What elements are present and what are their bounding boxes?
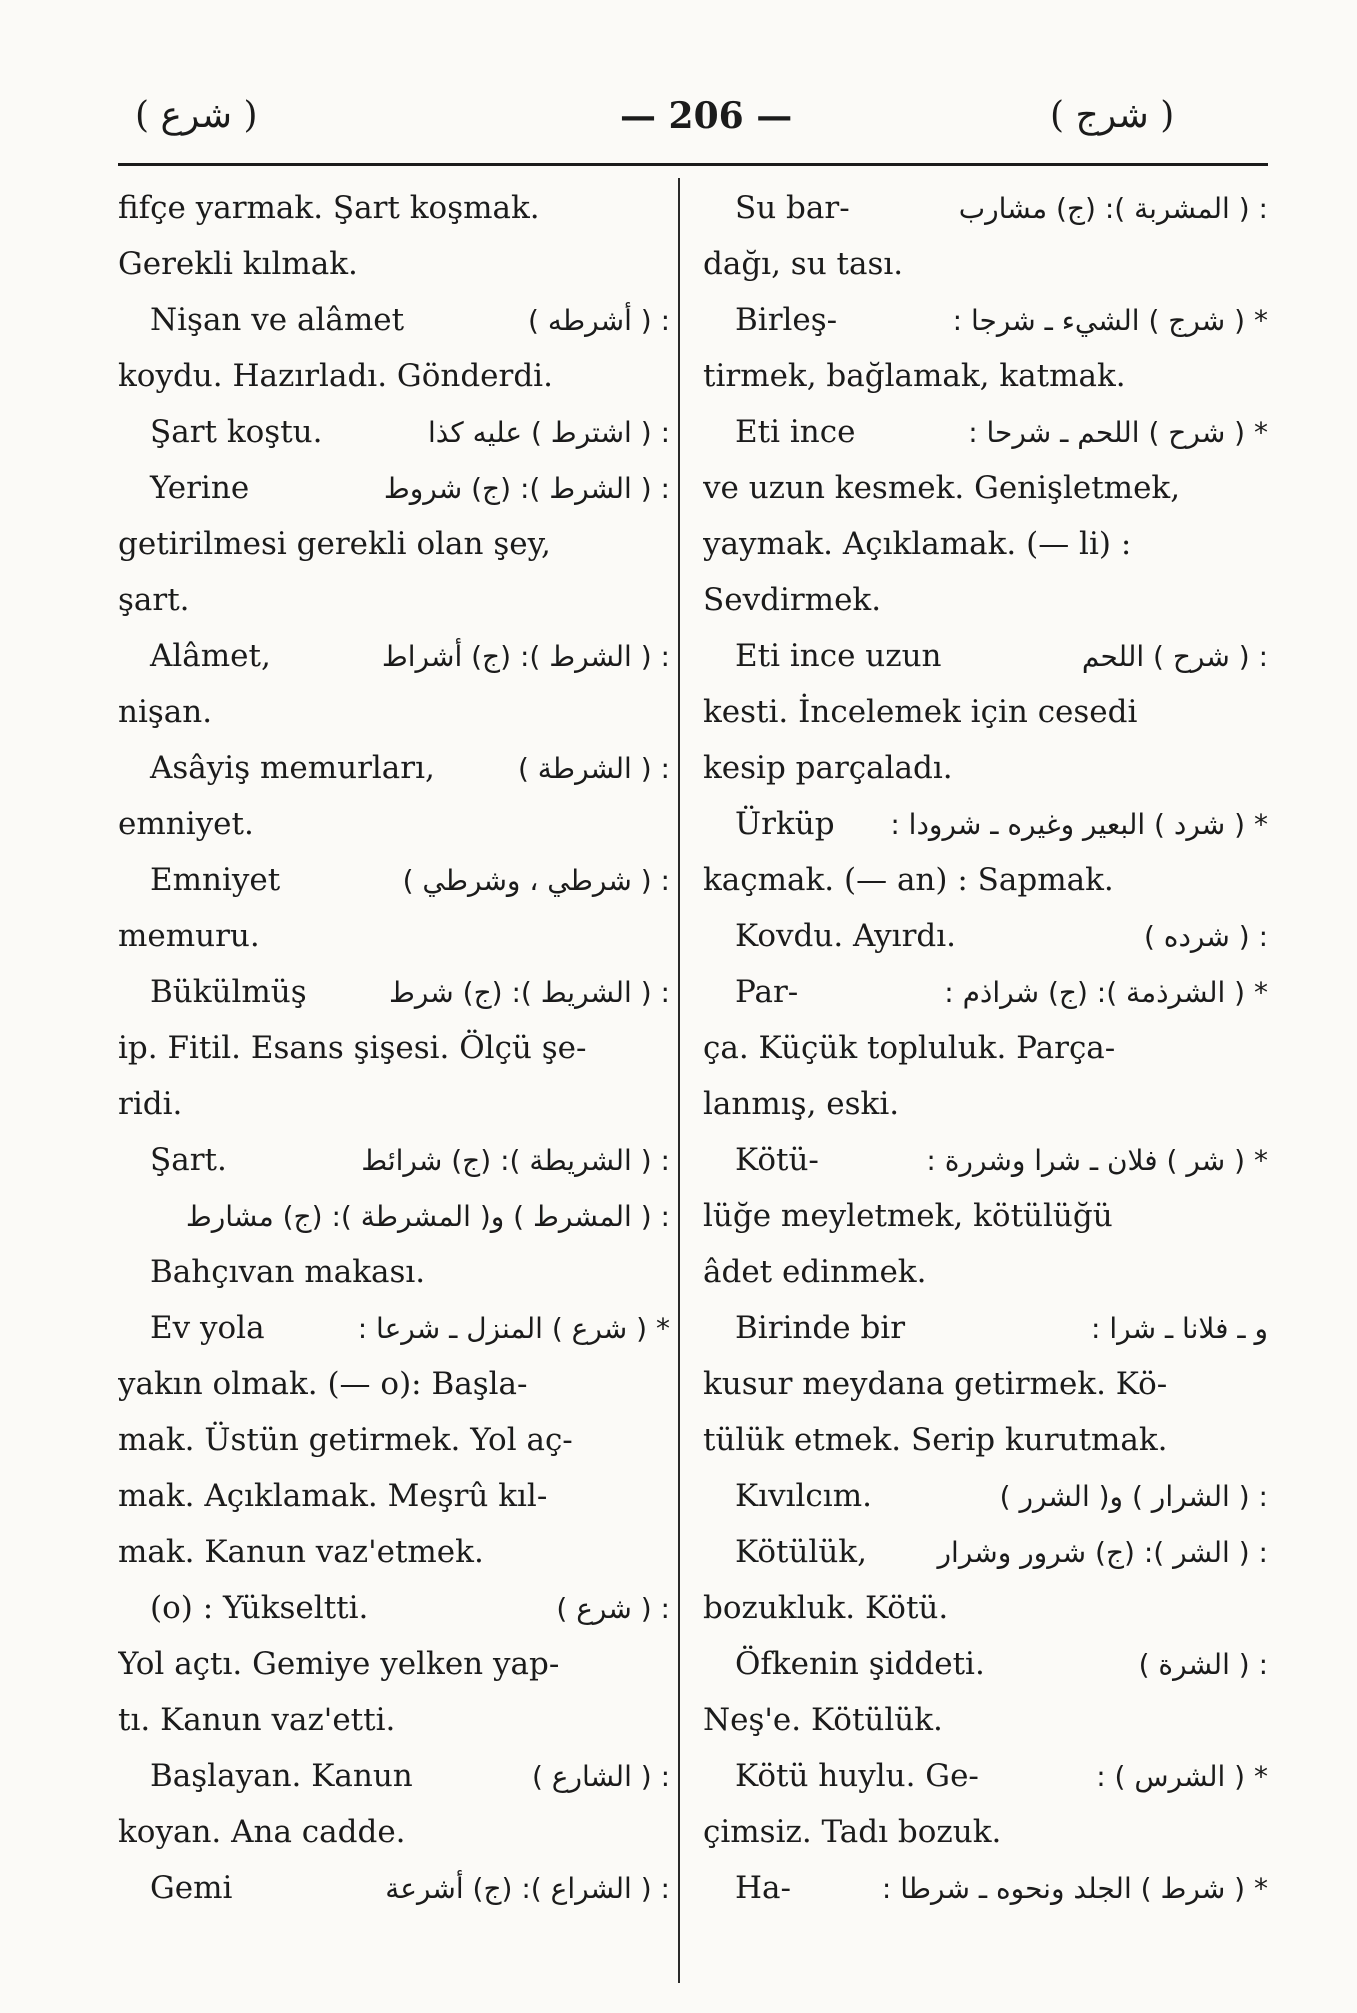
dictionary-line bbox=[703, 1636, 1268, 1692]
turkish-text: fifçe yarmak. Şart koşmak. bbox=[118, 190, 540, 226]
arabic-headword: : ( الشرار ) و( الشرر ) bbox=[999, 1480, 1268, 1513]
turkish-text: ridi. bbox=[118, 1086, 183, 1122]
dictionary-line bbox=[118, 1132, 670, 1188]
turkish-text: tı. Kanun vaz'etti. bbox=[118, 1702, 396, 1738]
turkish-text: âdet edinmek. bbox=[703, 1254, 927, 1290]
arabic-headword: : ( اشترط ) عليه كذا bbox=[427, 416, 670, 449]
dictionary-line bbox=[118, 292, 670, 348]
turkish-text: lüğe meyletmek, kötülüğü bbox=[703, 1198, 1113, 1234]
turkish-text: kusur meydana getirmek. Kö- bbox=[703, 1366, 1168, 1402]
dictionary-line bbox=[118, 964, 670, 1020]
dictionary-line bbox=[118, 1580, 670, 1636]
turkish-text: Par- bbox=[735, 974, 799, 1010]
turkish-text: Ürküp bbox=[735, 806, 835, 842]
dictionary-line bbox=[118, 1300, 670, 1356]
turkish-text: Başlayan. Kanun bbox=[150, 1758, 413, 1794]
turkish-text: memuru. bbox=[118, 918, 260, 954]
turkish-text: bozukluk. Kötü. bbox=[703, 1590, 949, 1626]
dictionary-line bbox=[703, 1188, 1268, 1244]
turkish-text: dağı, su tası. bbox=[703, 246, 904, 282]
turkish-text: çimsiz. Tadı bozuk. bbox=[703, 1814, 1002, 1850]
turkish-text: tirmek, bağlamak, katmak. bbox=[703, 358, 1126, 394]
dictionary-line bbox=[703, 236, 1268, 292]
dictionary-line bbox=[703, 348, 1268, 404]
turkish-text: Kıvılcım. bbox=[735, 1478, 872, 1514]
dictionary-line bbox=[118, 1804, 670, 1860]
dictionary-line bbox=[703, 516, 1268, 572]
dictionary-line bbox=[118, 1076, 670, 1132]
dictionary-line bbox=[703, 1860, 1268, 1916]
turkish-text: Alâmet, bbox=[150, 638, 271, 674]
arabic-headword: : ( شرح ) اللحم bbox=[1081, 640, 1268, 673]
turkish-text: Eti ince uzun bbox=[735, 638, 942, 674]
turkish-text: Gerekli kılmak. bbox=[118, 246, 358, 282]
turkish-text: Bahçıvan makası. bbox=[150, 1254, 426, 1290]
arabic-headword: * ( شرد ) البعير وغيره ـ شرودا : bbox=[890, 808, 1268, 841]
arabic-headword: : ( الشر ): (ج) شرور وشرار bbox=[937, 1536, 1268, 1569]
arabic-headword: : ( الشراع ): (ج) أشرعة bbox=[385, 1872, 670, 1905]
turkish-text: kesip parçaladı. bbox=[703, 750, 953, 786]
turkish-text: getirilmesi gerekli olan şey, bbox=[118, 526, 551, 562]
turkish-text: koydu. Hazırladı. Gönderdi. bbox=[118, 358, 553, 394]
turkish-text: Öfkenin şiddeti. bbox=[735, 1646, 985, 1682]
turkish-text: yakın olmak. (— o): Başla- bbox=[118, 1366, 528, 1402]
turkish-text: mak. Açıklamak. Meşrû kıl- bbox=[118, 1478, 548, 1514]
turkish-text: Neş'e. Kötülük. bbox=[703, 1702, 943, 1738]
turkish-text: koyan. Ana cadde. bbox=[118, 1814, 406, 1850]
arabic-headword: : ( الشريطة ): (ج) شرائط bbox=[361, 1144, 670, 1177]
dictionary-line bbox=[703, 1524, 1268, 1580]
dictionary-line bbox=[703, 1468, 1268, 1524]
arabic-headword: * ( شر ) فلان ـ شرا وشررة : bbox=[926, 1144, 1268, 1177]
header-right-root: ( شرج ) bbox=[1050, 95, 1175, 136]
turkish-text: emniyet. bbox=[118, 806, 254, 842]
arabic-headword: * ( شرج ) الشيء ـ شرجا : bbox=[952, 304, 1268, 337]
dictionary-line bbox=[118, 628, 670, 684]
dictionary-line bbox=[118, 908, 670, 964]
dictionary-line bbox=[703, 1300, 1268, 1356]
turkish-text: ça. Küçük topluluk. Parça- bbox=[703, 1030, 1116, 1066]
dictionary-line bbox=[703, 1748, 1268, 1804]
dictionary-line bbox=[703, 292, 1268, 348]
dictionary-line bbox=[118, 1356, 670, 1412]
dictionary-line bbox=[703, 1412, 1268, 1468]
dictionary-line bbox=[118, 1244, 670, 1300]
arabic-headword: : ( الشرط ): (ج) أشراط bbox=[381, 640, 670, 673]
turkish-text: kesti. İncelemek için cesedi bbox=[703, 694, 1138, 730]
dictionary-line bbox=[703, 1244, 1268, 1300]
turkish-text: yaymak. Açıklamak. (— li) : bbox=[703, 526, 1132, 562]
turkish-text: mak. Üstün getirmek. Yol aç- bbox=[118, 1422, 573, 1458]
turkish-text: Sevdirmek. bbox=[703, 582, 882, 618]
arabic-headword: : ( الشارع ) bbox=[531, 1760, 670, 1793]
turkish-text: Şart koştu. bbox=[150, 414, 323, 450]
arabic-headword: * ( شرط ) الجلد ونحوه ـ شرطا : bbox=[881, 1872, 1268, 1905]
turkish-text: Yerine bbox=[150, 470, 250, 506]
dictionary-line bbox=[703, 1692, 1268, 1748]
dictionary-line bbox=[703, 180, 1268, 236]
header-rule bbox=[118, 163, 1268, 166]
column-divider bbox=[678, 178, 680, 1983]
dictionary-line bbox=[703, 908, 1268, 964]
dictionary-line bbox=[118, 684, 670, 740]
turkish-text: Ha- bbox=[735, 1870, 791, 1906]
turkish-text: nişan. bbox=[118, 694, 213, 730]
dictionary-line bbox=[118, 1636, 670, 1692]
turkish-text: Eti ince bbox=[735, 414, 856, 450]
arabic-headword: : ( الشرطة ) bbox=[517, 752, 670, 785]
dictionary-line bbox=[703, 796, 1268, 852]
arabic-headword: : ( المشربة ): (ج) مشارب bbox=[958, 192, 1268, 225]
right-column bbox=[703, 180, 1268, 1916]
page-header bbox=[0, 95, 1357, 155]
arabic-headword: * ( شرح ) اللحم ـ شرحا : bbox=[968, 416, 1268, 449]
arabic-headword: : ( شرده ) bbox=[1143, 920, 1268, 953]
arabic-headword: : ( شرع ) bbox=[556, 1592, 670, 1625]
turkish-text: Nişan ve alâmet bbox=[150, 302, 405, 338]
dictionary-line bbox=[703, 1132, 1268, 1188]
dictionary-line bbox=[118, 1748, 670, 1804]
arabic-headword: * ( الشرس ) : bbox=[1096, 1760, 1268, 1793]
dictionary-line bbox=[118, 1692, 670, 1748]
dictionary-line bbox=[118, 852, 670, 908]
dictionary-line bbox=[703, 404, 1268, 460]
turkish-text: kaçmak. (— an) : Sapmak. bbox=[703, 862, 1114, 898]
dictionary-line bbox=[118, 1188, 670, 1244]
dictionary-line bbox=[118, 460, 670, 516]
turkish-text: tülük etmek. Serip kurutmak. bbox=[703, 1422, 1168, 1458]
dictionary-line bbox=[118, 740, 670, 796]
dictionary-line bbox=[703, 1580, 1268, 1636]
dictionary-line bbox=[118, 572, 670, 628]
turkish-text: Birleş- bbox=[735, 302, 838, 338]
arabic-headword: : ( الشريط ): (ج) شرط bbox=[388, 976, 670, 1009]
turkish-text: ip. Fitil. Esans şişesi. Ölçü şe- bbox=[118, 1030, 587, 1066]
dictionary-line bbox=[703, 628, 1268, 684]
page-number: — 206 — bbox=[620, 95, 793, 137]
dictionary-line bbox=[118, 180, 670, 236]
dictionary-line bbox=[118, 1468, 670, 1524]
dictionary-line bbox=[118, 1020, 670, 1076]
arabic-headword: : ( شرطي ، وشرطي ) bbox=[402, 864, 670, 897]
arabic-headword: * ( الشرذمة ): (ج) شراذم : bbox=[944, 976, 1268, 1009]
header-left-root: ( شرع ) bbox=[135, 95, 258, 136]
arabic-headword: : ( الشرط ): (ج) شروط bbox=[383, 472, 670, 505]
turkish-text: Bükülmüş bbox=[150, 974, 307, 1010]
dictionary-line bbox=[703, 460, 1268, 516]
arabic-headword: : ( أشرطه ) bbox=[528, 304, 670, 337]
turkish-text: Gemi bbox=[150, 1870, 233, 1906]
turkish-text: Kötü- bbox=[735, 1142, 819, 1178]
turkish-text: Ev yola bbox=[150, 1310, 265, 1346]
turkish-text: Su bar- bbox=[735, 190, 850, 226]
dictionary-line bbox=[118, 1860, 670, 1916]
turkish-text: ve uzun kesmek. Genişletmek, bbox=[703, 470, 1181, 506]
dictionary-line bbox=[703, 852, 1268, 908]
dictionary-line bbox=[703, 684, 1268, 740]
turkish-text: Emniyet bbox=[150, 862, 281, 898]
dictionary-line bbox=[703, 1076, 1268, 1132]
turkish-text: Kötülük, bbox=[735, 1534, 867, 1570]
turkish-text: Kovdu. Ayırdı. bbox=[735, 918, 957, 954]
dictionary-line bbox=[703, 964, 1268, 1020]
dictionary-line bbox=[703, 572, 1268, 628]
arabic-headword: : ( الشرة ) bbox=[1138, 1648, 1268, 1681]
dictionary-line bbox=[118, 236, 670, 292]
turkish-text: şart. bbox=[118, 582, 190, 618]
turkish-text: Yol açtı. Gemiye yelken yap- bbox=[118, 1646, 560, 1682]
turkish-text: Asâyiş memurları, bbox=[150, 750, 435, 786]
arabic-headword: و ـ فلانا ـ شرا : bbox=[1091, 1312, 1268, 1345]
dictionary-line bbox=[118, 1412, 670, 1468]
turkish-text: Şart. bbox=[150, 1142, 227, 1178]
turkish-text: Kötü huylu. Ge- bbox=[735, 1758, 979, 1794]
dictionary-line bbox=[703, 1356, 1268, 1412]
dictionary-line bbox=[703, 1804, 1268, 1860]
left-column bbox=[118, 180, 670, 1916]
dictionary-line bbox=[703, 1020, 1268, 1076]
dictionary-line bbox=[118, 404, 670, 460]
turkish-text: lanmış, eski. bbox=[703, 1086, 900, 1122]
dictionary-line bbox=[703, 740, 1268, 796]
dictionary-line bbox=[118, 796, 670, 852]
dictionary-line bbox=[118, 1524, 670, 1580]
dictionary-line bbox=[118, 516, 670, 572]
arabic-headword: : ( المشرط ) و( المشرطة ): (ج) مشارط bbox=[185, 1200, 670, 1233]
arabic-headword: * ( شرع ) المنزل ـ شرعا : bbox=[357, 1312, 670, 1345]
turkish-text: (o) : Yükseltti. bbox=[150, 1590, 369, 1626]
turkish-text: Birinde bir bbox=[735, 1310, 906, 1346]
turkish-text: mak. Kanun vaz'etmek. bbox=[118, 1534, 484, 1570]
dictionary-line bbox=[118, 348, 670, 404]
